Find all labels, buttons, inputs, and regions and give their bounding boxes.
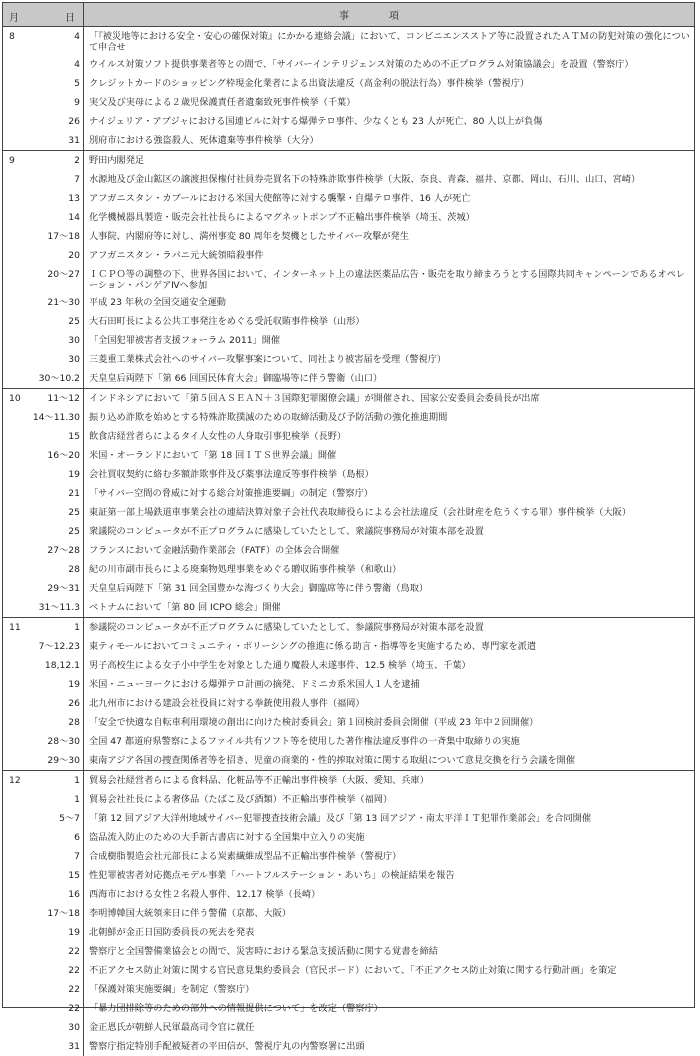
event-cell: 天皇皇后両陛下「第 66 回国民体育大会」御臨場等に伴う警衛（山口） [84,369,695,389]
day-value: 7～12.23 [39,641,80,652]
events-column-header [84,3,695,27]
table-row [3,847,694,866]
date-cell [3,389,84,409]
date-cell [3,151,84,171]
event-cell: 貿易会社経営者らによる食料品、化粧品等不正輸出事件検挙（大阪、愛知、兵庫） [84,771,695,791]
table-row [3,637,694,656]
event-cell: 盗品流入防止のための大手新古書店に対する全国集中立入りの実施 [84,828,695,847]
day-value: 21 [68,488,80,499]
table-row [3,980,694,999]
table-row [3,904,694,923]
day-value: 28 [68,717,80,728]
date-cell [3,503,84,522]
date-cell [3,189,84,208]
table-row [3,503,694,522]
day-value: 15 [68,431,80,442]
day-value: 2 [74,155,80,166]
table-row [3,131,694,151]
event-cell: 不正アクセス防止対策に関する官民意見集約委員会（官民ボード）において、「不正アクセス防止対策に関する行動計画」を策定 [84,961,695,980]
table-row [3,541,694,560]
event-cell: 警察庁と全国警備業協会との間で、災害時における緊急支援活動に関する覚書を締結 [84,942,695,961]
table-row [3,579,694,598]
day-value: 4 [74,59,80,70]
day-value: 20 [68,250,80,261]
day-value: 30 [68,354,80,365]
day-value: 1 [74,775,80,786]
table-row [3,74,694,93]
table-row [3,522,694,541]
date-cell [3,522,84,541]
date-cell [3,427,84,446]
day-value: 31 [68,1041,80,1052]
date-cell [3,961,84,980]
table-row [3,151,694,171]
date-cell [3,27,84,56]
day-value: 22 [68,1003,80,1014]
event-cell: 飲食店経営者らによるタイ人女性の人身取引事犯検挙（長野） [84,427,695,446]
day-value: 29～31 [47,583,80,594]
table-row [3,227,694,246]
day-value: 4 [74,31,80,42]
date-cell [3,350,84,369]
event-cell: 会社買収契約に絡む多額詐欺事件及び薬事法違反等事件検挙（島根） [84,465,695,484]
table-row [3,675,694,694]
date-cell [3,579,84,598]
table-row [3,112,694,131]
event-cell: 北九州市における建設会社役員に対する拳銃使用殺人事件（福岡） [84,694,695,713]
date-cell [3,541,84,560]
date-cell [3,293,84,312]
day-value: 30 [68,335,80,346]
day-value: 19 [68,469,80,480]
table-row [3,1018,694,1037]
month-header: 月 [9,9,19,24]
event-cell: ＩＣＰＯ等の調整の下、世界各国において、インターネット上の違法医薬品広告・販売を取り締まろうとする国際共同キャンペーンであるオペレーション・パンゲアⅣへ参加 [84,265,695,293]
event-cell: 性犯罪被害者対応拠点モデル事業「ハートフルステーション・あいち」の検証結果を報告 [84,866,695,885]
day-value: 25 [68,507,80,518]
event-cell: 衆議院のコンピュータが不正プログラムに感染していたとして、衆議院事務局が対策本部を設置 [84,522,695,541]
day-value: 18,12.1 [45,660,80,671]
event-cell: ベトナムにおいて「第 80 回 ICPO 総会」開催 [84,598,695,618]
date-cell [3,331,84,350]
event-cell: クレジットカードのショッピング枠現金化業者による出資法違反（高金利の脱法行為）事件検挙（警視庁） [84,74,695,93]
day-value: 30～10.2 [39,373,80,384]
day-value: 1 [74,622,80,633]
event-cell: 水源地及び金山鉱区の譲渡担保権付社員券売買名下の特殊詐欺事件検挙（大阪、奈良、青森、福井、京都、岡山、石川、山口、宮崎） [84,170,695,189]
table-row [3,246,694,265]
event-cell: 振り込め詐欺を始めとする特殊詐欺撲滅のための取締活動及び予防活動の強化推進期間 [84,408,695,427]
date-cell [3,246,84,265]
table-row [3,312,694,331]
event-cell: 男子高校生による女子小中学生を対象とした通り魔殺人未遂事件、12.5 検挙（埼玉、千葉） [84,656,695,675]
table-row [3,331,694,350]
date-cell [3,904,84,923]
table-row [3,369,694,389]
event-cell: フランスにおいて金融活動作業部会（FATF）の全体会合開催 [84,541,695,560]
date-cell [3,694,84,713]
date-cell [3,312,84,331]
event-cell: 天皇皇后両陛下「第 31 回全国豊かな海づくり大会」御臨席等に伴う警衛（鳥取） [84,579,695,598]
date-cell [3,866,84,885]
day-value: 11～12 [47,393,80,404]
table-row [3,828,694,847]
month-value: 9 [9,155,15,166]
date-cell [3,131,84,151]
month-value: 10 [9,393,21,404]
date-cell [3,999,84,1018]
date-cell [3,446,84,465]
table-row [3,27,694,56]
table-row [3,293,694,312]
table-row [3,751,694,771]
table-row [3,465,694,484]
table-row [3,999,694,1018]
date-cell [3,637,84,656]
event-cell: ナイジェリア・アブジャにおける国連ビルに対する爆弾テロ事件、少なくとも 23 人が死亡、80 人以上が負傷 [84,112,695,131]
month-value: 11 [9,622,21,633]
table-row [3,484,694,503]
month-value: 12 [9,775,21,786]
day-value: 14～11.30 [33,412,80,423]
date-cell [3,408,84,427]
table-row [3,809,694,828]
date-column-header [3,3,84,27]
date-cell [3,465,84,484]
date-cell [3,980,84,999]
table-row [3,408,694,427]
event-cell: 李明博韓国大統領来日に伴う警備（京都、大阪） [84,904,695,923]
event-cell: 貿易会社社長による奢侈品（たばこ及び酒類）不正輸出事件検挙（福岡） [84,790,695,809]
event-cell: 合成樹脂製造会社元部長による炭素繊維成型品不正輸出事件検挙（警視庁） [84,847,695,866]
day-value: 15 [68,870,80,881]
event-cell: 大石田町長による公共工事発注をめぐる受託収賄事件検挙（山形） [84,312,695,331]
event-cell: 参議院のコンピュータが不正プログラムに感染していたとして、参議院事務局が対策本部を設置 [84,618,695,638]
day-value: 17～18 [47,908,80,919]
table-row [3,170,694,189]
date-cell [3,1037,84,1056]
event-cell: 三菱重工業株式会社へのサイバー攻撃事案について、同社より被害届を受理（警視庁） [84,350,695,369]
date-cell [3,923,84,942]
day-value: 5～7 [59,813,80,824]
table-row [3,189,694,208]
day-value: 7 [74,851,80,862]
event-cell: 紀の川市副市長らによる廃棄物処理事業をめぐる贈収賄事件検挙（和歌山） [84,560,695,579]
table-row [3,885,694,904]
day-header: 日 [65,9,75,24]
event-cell: 「保護対策実施要綱」を制定（警察庁） [84,980,695,999]
day-value: 26 [68,698,80,709]
date-cell [3,713,84,732]
event-cell: 別府市における強盗殺人、死体遺棄等事件検挙（大分） [84,131,695,151]
event-cell: 「『被災地等における安全・安心の確保対策』にかかる連絡会議」において、コンビニエンスストア等に設置されたＡＴＭの防犯対策の強化について申合せ [84,27,695,56]
date-cell [3,675,84,694]
event-cell: 人事院、内閣府等に対し、満州事変 80 周年を契機としたサイバー攻撃が発生 [84,227,695,246]
chronology-table-frame [2,2,695,1008]
table-row [3,866,694,885]
table-header-row [3,3,694,27]
table-body [3,27,694,1056]
date-cell [3,227,84,246]
day-value: 22 [68,984,80,995]
date-cell [3,208,84,227]
event-cell: 東南アジア各国の捜査関係者等を招き、児童の商業的・性的搾取対策に関する取組について意見交換を行う会議を開催 [84,751,695,771]
event-cell: 「暴力団排除等のための部外への情報提供について」を改定（警察庁） [84,999,695,1018]
day-value: 28 [68,564,80,575]
day-value: 30 [68,1022,80,1033]
table-row [3,732,694,751]
day-value: 22 [68,965,80,976]
date-cell [3,1018,84,1037]
table-row [3,1037,694,1056]
date-cell [3,369,84,389]
date-cell [3,847,84,866]
event-cell: 東証第一部上場鉄道車事業会社の連結決算対象子会社代表取締役らによる会社法違反（会社財産を危うくする罪）事件検挙（大阪） [84,503,695,522]
event-cell: 化学機械器具製造・販売会社社長らによるマグネットポンプ不正輸出事件検挙（埼玉、茨城） [84,208,695,227]
day-value: 9 [74,97,80,108]
table-row [3,694,694,713]
event-cell: アフガニスタン・ラバニ元大統領暗殺事件 [84,246,695,265]
day-value: 28～30 [47,736,80,747]
event-cell: 「全国犯罪被害者支援フォーラム 2011」開催 [84,331,695,350]
day-value: 25 [68,526,80,537]
date-cell [3,771,84,791]
day-value: 31～11.3 [39,602,80,613]
event-cell: 西海市における女性２名殺人事件、12.17 検挙（長崎） [84,885,695,904]
date-cell [3,828,84,847]
event-cell: 金正恩氏が朝鮮人民軍最高司令官に就任 [84,1018,695,1037]
table-row [3,446,694,465]
table-row [3,93,694,112]
table-row [3,389,694,409]
table-row [3,942,694,961]
event-cell: 「サイバー空間の脅威に対する総合対策推進要綱」の制定（警察庁） [84,484,695,503]
date-cell [3,74,84,93]
table-row [3,771,694,791]
chronology-table [3,3,694,1056]
day-value: 22 [68,946,80,957]
day-value: 26 [68,116,80,127]
date-cell [3,55,84,74]
table-row [3,790,694,809]
day-value: 5 [74,78,80,89]
event-cell: 米国・オーランドにおいて「第 18 回ＩＴＳ世界会議」開催 [84,446,695,465]
date-cell [3,732,84,751]
event-cell: 警察庁指定特別手配被疑者の平田信が、警視庁丸の内警察署に出頭 [84,1037,695,1056]
table-row [3,618,694,638]
date-cell [3,656,84,675]
day-value: 1 [74,794,80,805]
day-value: 19 [68,927,80,938]
event-cell: 実父及び実母による２歳児保護責任者遺棄致死事件検挙（千葉） [84,93,695,112]
event-cell: 野田内閣発足 [84,151,695,171]
date-cell [3,112,84,131]
event-cell: 北朝鮮が金正日国防委員長の死去を発表 [84,923,695,942]
date-cell [3,942,84,961]
table-row [3,427,694,446]
day-value: 17～18 [47,231,80,242]
event-cell: 「第 12 回アジア大洋州地域サイバー犯罪捜査技術会議」及び「第 13 回アジア・南太平洋ＩＴ犯罪作業部会」を合同開催 [84,809,695,828]
day-value: 13 [68,193,80,204]
date-cell [3,790,84,809]
day-value: 25 [68,316,80,327]
event-cell: インドネシアにおいて「第５回ＡＳＥＡＮ＋３国際犯罪閣僚会議」が開催され、国家公安委員会委員長が出席 [84,389,695,409]
month-value: 8 [9,31,15,42]
day-value: 14 [68,212,80,223]
table-row [3,208,694,227]
day-value: 21～30 [47,297,80,308]
date-cell [3,598,84,618]
day-value: 31 [68,135,80,146]
day-value: 16～20 [47,450,80,461]
date-cell [3,751,84,771]
event-cell: 「安全で快適な自転車利用環境の創出に向けた検討委員会」第１回検討委員会開催（平成 23 年中２回開催） [84,713,695,732]
table-row [3,350,694,369]
date-cell [3,885,84,904]
table-row [3,265,694,293]
table-row [3,961,694,980]
date-cell [3,93,84,112]
day-value: 16 [68,889,80,900]
event-cell: ウイルス対策ソフト提供事業者等との間で、「サイバーインテリジェンス対策のための不正プログラム対策協議会」を設置（警察庁） [84,55,695,74]
event-cell: 全国 47 都道府県警察によるファイル共有ソフト等を使用した著作権法違反事件の一斉集中取締りの実施 [84,732,695,751]
table-row [3,55,694,74]
date-cell [3,265,84,293]
day-value: 27～28 [47,545,80,556]
day-value: 6 [74,832,80,843]
date-cell [3,484,84,503]
events-header-label: 事項 [339,11,439,22]
day-value: 19 [68,679,80,690]
date-cell [3,170,84,189]
day-value: 7 [74,174,80,185]
event-cell: 平成 23 年秋の全国交通安全運動 [84,293,695,312]
event-cell: 東ティモールにおいてコミュニティ・ポリーシングの推進に係る助言・指導等を実施するため、専門家を派遣 [84,637,695,656]
table-row [3,560,694,579]
event-cell: アフガニスタン・カブールにおける米国大使館等に対する襲撃・自爆テロ事件、16 人が死亡 [84,189,695,208]
day-value: 29～30 [47,755,80,766]
date-cell [3,809,84,828]
day-value: 20～27 [47,269,80,280]
table-row [3,598,694,618]
event-cell: 米国・ニューヨークにおける爆弾テロ計画の摘発、ドミニカ系米国人１人を逮捕 [84,675,695,694]
date-cell [3,618,84,638]
table-row [3,656,694,675]
date-cell [3,560,84,579]
table-row [3,923,694,942]
table-row [3,713,694,732]
